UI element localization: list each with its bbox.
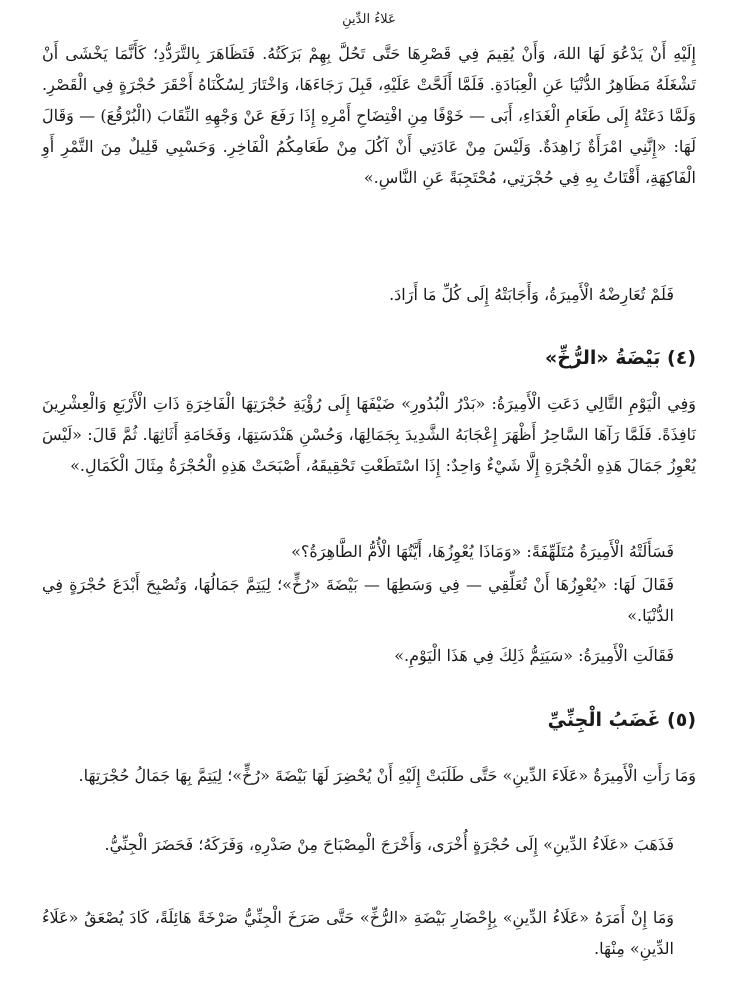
body-paragraph: وَمَا إِنْ أَمَرَهُ «عَلَاءُ الدِّينِ» بِإِحْضَارِ بَيْضَةِ «الرُّخِّ» حَتَّى صَرَخَ الْجِنِّيُّ صَرْخَةً هَائِلَةً، كَادَ يُصْعَقُ «عَلَاءُ الدِّينِ» مِنْهَا. [42, 908, 674, 958]
body-paragraph: فَذَهَبَ «عَلَاءُ الدِّينِ» إِلَى حُجْرَةٍ أُخْرَى، وَأَخْرَجَ الْمِصْبَاحَ مِنْ صَدْرِهِ، وَفَرَكَهُ؛ فَحَضَرَ الْجِنِّيُّ. [104, 835, 674, 854]
body-paragraph: فَقَالَ لَهَا: «يُعْوِزُهَا أَنْ تُعَلِّقِي — فِي وَسَطِهَا — بَيْضَةَ «رُخٍّ»؛ لِيَتِمَّ جَمَالُهَا، وَتُصْبِحَ أَبْدَعَ حُجْرَةٍ فِي الدُّنْيَا.» [42, 575, 674, 625]
body-paragraph: فَلَمْ تُعَارِضْهُ الْأَمِيرَةُ، وَأَجَابَتْهُ إِلَى كُلِّ مَا أَرَادَ. [389, 285, 674, 304]
body-paragraph: وَفِي الْيَوْمِ التَّالِي دَعَتِ الْأَمِيرَةُ: «بَدْرُ الْبُدُورِ» ضَيْفَهَا إِلَى رُؤْيَةِ حُجْرَتِهَا الْفَاخِرَةِ ذَاتِ الْأَرْبَعِ وَالْعِشْرِينَ نَافِذَةً. فَلَمَّا رَآهَا السَّاحِرُ أَظْهَرَ إِعْجَابَهُ الشَّدِيدَ بِجَمَالِهَا، وَحُسْنِ هَنْدَسَتِهَا، وَفَخَامَةِ أَثَاثِهَا. ثُمَّ قَالَ: «لَيْسَ يُعْوِزُ جَمَالَ هَذِهِ الْحُجْرَةِ إِلَّا شَيْءٌ وَاحِدٌ: إِذَا اسْتَطَعْتِ تَحْقِيقَهُ، أَصْبَحَتْ هَذِهِ الْحُجْرَةُ مِثَالَ الْكَمَالِ.» [42, 394, 696, 475]
body-paragraph: فَقَالَتِ الْأَمِيرَةُ: «سَيَتِمُّ ذَلِكَ فِي هَذَا الْيَوْمِ.» [394, 646, 674, 665]
body-paragraph: وَمَا رَأَتِ الْأَمِيرَةُ «عَلَاءَ الدِّينِ» حَتَّى طَلَبَتْ إِلَيْهِ أَنْ يُحْضِرَ لَهَا بَيْضَةَ «رُخٍّ»؛ لِيَتِمَّ بِهَا جَمَالُ حُجْرَتِهَا. [78, 766, 696, 785]
book-page [42, 0, 696, 1000]
running-header: عَلاءُ الدِّينِ [342, 12, 396, 27]
body-paragraph: إِلَيْهِ أَنْ يَدْعُوَ لَهَا اللهَ، وَأَنْ يُقِيمَ فِي قَصْرِهَا حَتَّى تَحُلَّ بِهِمْ بَرَكَتُهُ. فَتَظَاهَرَ بِالتَّرَدُّدِ؛ كَأَنَّمَا يَخْشَى أَنْ تَشْغَلَهُ مَظَاهِرُ الدُّنْيَا عَنِ الْعِبَادَةِ. فَلَمَّا أَلَحَّتْ عَلَيْهِ، قَبِلَ رَجَاءَهَا، وَاخْتَارَ لِسُكْنَاهُ أَحْقَرَ حُجْرَةٍ فِي الْقَصْرِ. وَلَمَّا دَعَتْهُ إِلَى طَعَامِ الْغَدَاءِ، أَبَى — خَوْفًا مِنِ افْتِضَاحِ أَمْرِهِ إِذَا رَفَعَ عَنْ وَجْهِهِ النِّقَابَ (الْبُرْقُعَ) — وَقَالَ لَهَا: «إِنَّنِي امْرَأَةٌ زَاهِدَةٌ. وَلَيْسَ مِنْ عَادَتِي أَنْ آكُلَ مِنْ طَعَامِكُمُ الْفَاخِرِ. وَحَسْبِي قَلِيلٌ مِنَ التَّمْرِ أَوِ الْفَاكِهَةِ، أَقْتَاتُ بِهِ فِي حُجْرَتِي، مُحْتَجِبَةً عَنِ النَّاسِ.» [42, 44, 697, 187]
body-paragraph: فَسَأَلَتْهُ الْأَمِيرَةُ مُتَلَهِّفَةً: «وَمَاذَا يُعْوِزُهَا، أَيَّتُهَا الْأُمُّ الطَّاهِرَةُ؟» [291, 542, 674, 561]
section-heading: (٤) بَيْضَةُ «الرُّخِّ» [544, 347, 696, 369]
section-heading: (٥) غَضَبُ الْجِنِّيِّ [547, 709, 696, 731]
